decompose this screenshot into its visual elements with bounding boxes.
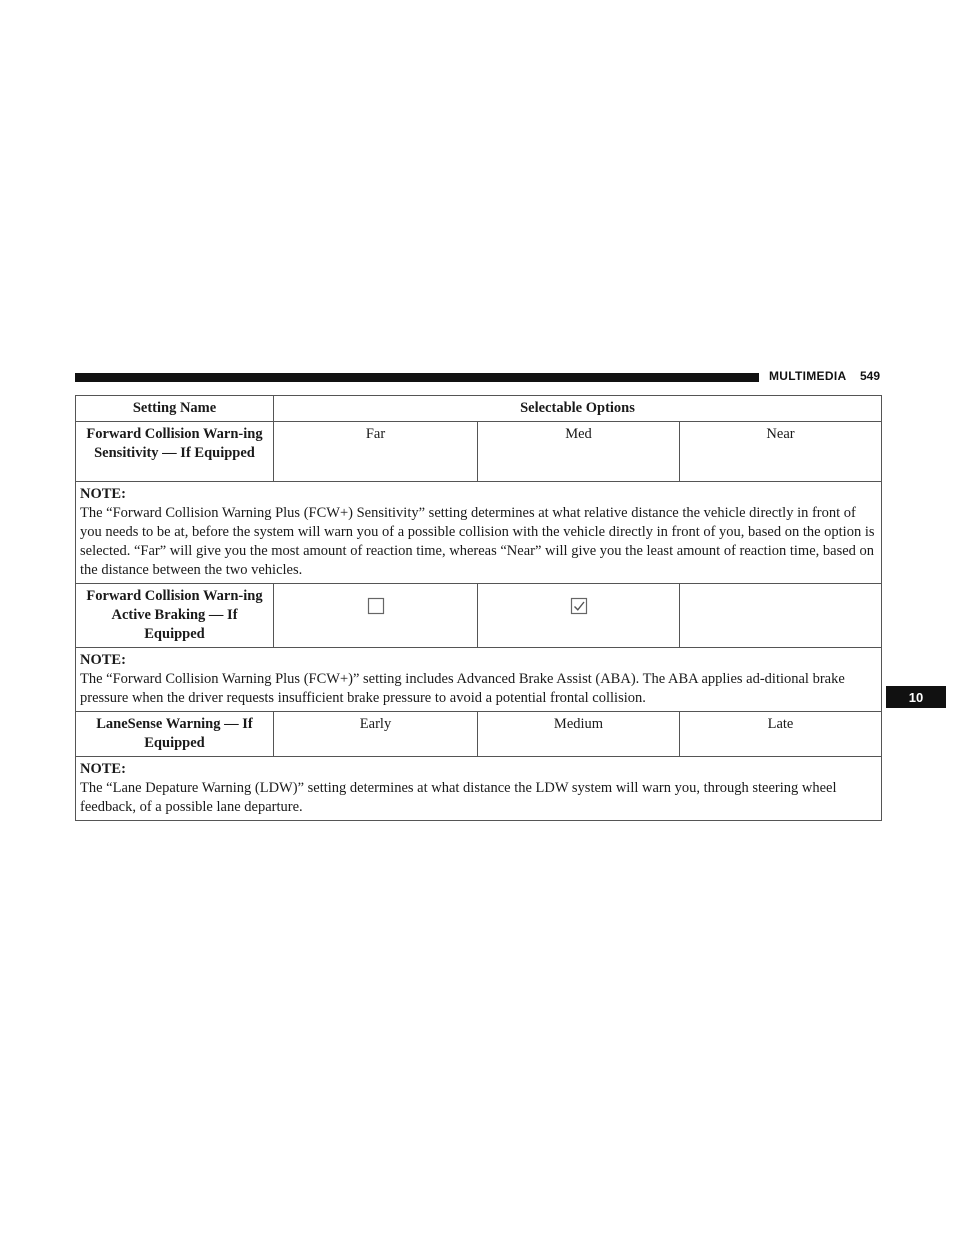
- section-title: MULTIMEDIA: [769, 369, 847, 383]
- option-med: Med: [478, 422, 680, 482]
- checkbox-unchecked-icon: [367, 597, 385, 615]
- table-row: [76, 712, 882, 757]
- column-header-setting-name: Setting Name: [76, 396, 274, 422]
- note-label: NOTE:: [80, 652, 126, 668]
- checkbox-checked-icon: [570, 597, 588, 615]
- option-near: Near: [680, 422, 882, 482]
- note-row: [76, 482, 882, 584]
- header-rule: [75, 373, 759, 382]
- setting-name-lanesense: LaneSense Warning — If Equipped: [76, 712, 274, 757]
- page-number: 549: [860, 369, 881, 383]
- note-label: NOTE:: [80, 486, 126, 502]
- note-text: The “Forward Collision Warning Plus (FCW+)” setting includes Advanced Brake Assist (ABA). The ABA applies ad-ditional brake pressure when the driver requests insufficient brake pressure to avoid a potential frontal collision.: [80, 671, 845, 706]
- note-text: The “Lane Depature Warning (LDW)” setting determines at what distance the LDW system will warn you, through steering wheel feedback, of a possible lane departure.: [80, 780, 837, 815]
- option-late: Late: [680, 712, 882, 757]
- option-empty-cell: [680, 584, 882, 648]
- option-early: Early: [274, 712, 478, 757]
- table-row: [76, 584, 882, 648]
- note-row: [76, 648, 882, 712]
- note-text: The “Forward Collision Warning Plus (FCW+) Sensitivity” setting determines at what relative distance the vehicle directly in front of you needs to be at, before the system will warn you of a possible collision with the vehicle directly in front of you, based on the option is selected. “Far” will give you the most amount of reaction time, whereas “Near” will give you the least amount of reaction time, based on the distance between the two vehicles.: [80, 505, 875, 578]
- note-label: NOTE:: [80, 761, 126, 777]
- note-lanesense: [76, 757, 882, 821]
- table-row: [76, 422, 882, 482]
- option-on-cell: [478, 584, 680, 648]
- setting-name-fcw-sensitivity: Forward Collision Warn-ing Sensitivity — If Equipped: [76, 422, 274, 482]
- chapter-tab: 10: [886, 686, 946, 708]
- note-fcw-active-braking: [76, 648, 882, 712]
- column-header-selectable-options: Selectable Options: [274, 396, 882, 422]
- note-row: [76, 757, 882, 821]
- option-far: Far: [274, 422, 478, 482]
- table-header-row: [76, 396, 882, 422]
- settings-table: [75, 395, 882, 821]
- setting-name-fcw-active-braking: Forward Collision Warn-ing Active Braking — If Equipped: [76, 584, 274, 648]
- note-fcw-sensitivity: [76, 482, 882, 584]
- option-medium: Medium: [478, 712, 680, 757]
- option-off-cell: [274, 584, 478, 648]
